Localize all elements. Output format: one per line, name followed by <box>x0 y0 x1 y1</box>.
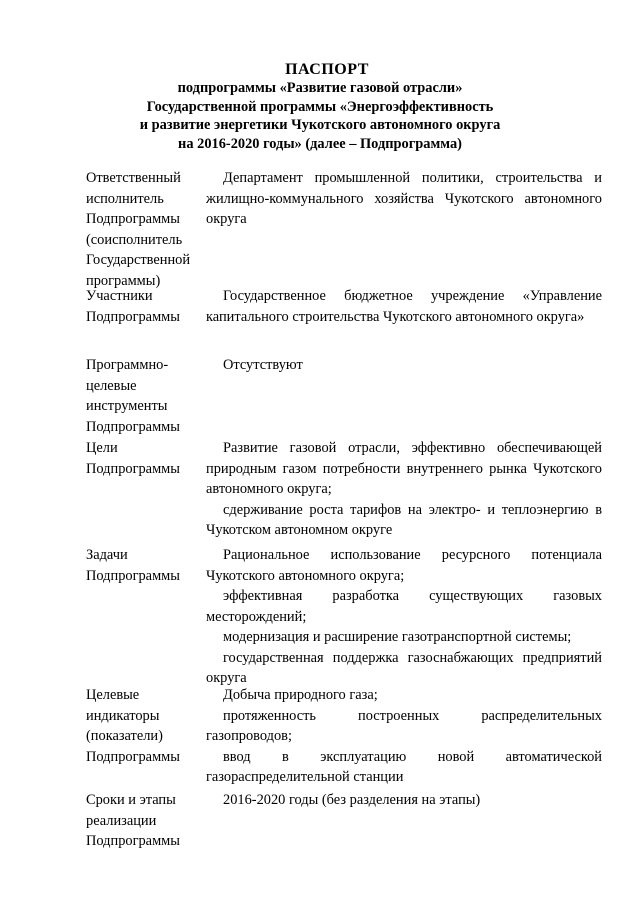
content-paragraph: Департамент промышленной политики, строительства и жилищно-коммунального хозяйства Чукотского автономного округа <box>206 170 602 227</box>
content-paragraph: 2016-2020 годы (без разделения на этапы) <box>223 792 481 808</box>
label-line: индикаторы <box>86 707 160 724</box>
header-line-1: подпрограммы «Развитие газовой отрасли» <box>177 80 463 96</box>
label-line: инструменты <box>86 398 168 414</box>
row-content <box>206 685 602 788</box>
label-line: Целевые <box>86 687 140 703</box>
label-line: Программно- <box>86 357 169 373</box>
label-line: Подпрограммы <box>86 308 180 325</box>
passport-header <box>0 60 640 153</box>
label-line: Цели <box>86 440 118 456</box>
document-title: ПАСПОРТ <box>285 61 369 78</box>
label-line: Сроки и этапы <box>86 792 176 808</box>
row-label <box>86 790 198 852</box>
row-label <box>86 545 198 586</box>
row-content <box>206 790 602 811</box>
label-line: Подпрограммы <box>86 833 180 849</box>
label-line: целевые <box>86 377 137 394</box>
row-label <box>86 286 198 327</box>
content-paragraph: ввод в эксплуатацию новой автоматической газораспределительной станции <box>206 748 602 785</box>
row-content <box>206 286 602 327</box>
content-paragraph: Добыча природного газа; <box>223 687 378 703</box>
content-paragraph: сдерживание роста тарифов на электро- и теплоэнергию в Чукотском автономном округе <box>206 501 602 538</box>
label-line: Подпрограммы <box>86 567 180 584</box>
label-line: программы) <box>86 272 161 289</box>
content-paragraph: Рациональное использование ресурсного потенциала Чукотского автономного округа; <box>206 547 602 584</box>
header-line-3: и развитие энергетики Чукотского автономного округа <box>139 117 501 134</box>
row-content <box>206 355 602 376</box>
label-line: Подпрограммы <box>86 748 180 765</box>
row-content <box>206 545 602 689</box>
row-label <box>86 685 198 767</box>
row-content <box>206 168 602 230</box>
label-line: (показатели) <box>86 728 163 744</box>
row-label <box>86 438 198 479</box>
label-line: Задачи <box>86 547 128 563</box>
content-paragraph: Государственное бюджетное учреждение «Управление капитального строительства Чукотского автономного округа» <box>206 288 602 325</box>
header-line-2: Государственной программы «Энергоэффективность <box>146 98 494 115</box>
content-paragraph: Развитие газовой отрасли, эффективно обеспечивающей природным газом потребности внутреннего рынка Чукотского автономного округа; <box>206 440 602 497</box>
label-line: Участники <box>86 288 153 304</box>
label-line: реализации <box>86 812 157 829</box>
row-content <box>206 438 602 541</box>
label-line: Подпрограммы <box>86 418 180 435</box>
label-line: исполнитель <box>86 190 164 207</box>
header-line-4: на 2016-2020 годы» (далее – Подпрограмма) <box>178 135 462 152</box>
row-label <box>86 168 198 291</box>
label-line: Подпрограммы <box>86 211 180 227</box>
row-label <box>86 355 198 437</box>
content-paragraph: Отсутствуют <box>223 357 303 373</box>
content-paragraph: модернизация и расширение газотранспортной системы; <box>223 629 572 645</box>
content-paragraph: государственная поддержка газоснабжающих предприятий округа <box>206 649 602 686</box>
label-line: Подпрограммы <box>86 460 180 477</box>
label-line: (соисполнитель <box>86 231 183 248</box>
content-paragraph: эффективная разработка существующих газовых месторождений; <box>206 588 602 625</box>
content-paragraph: протяженность построенных распределительных газопроводов; <box>206 707 602 744</box>
label-line: Государственной <box>86 252 191 268</box>
label-line: Ответственный <box>86 170 181 186</box>
